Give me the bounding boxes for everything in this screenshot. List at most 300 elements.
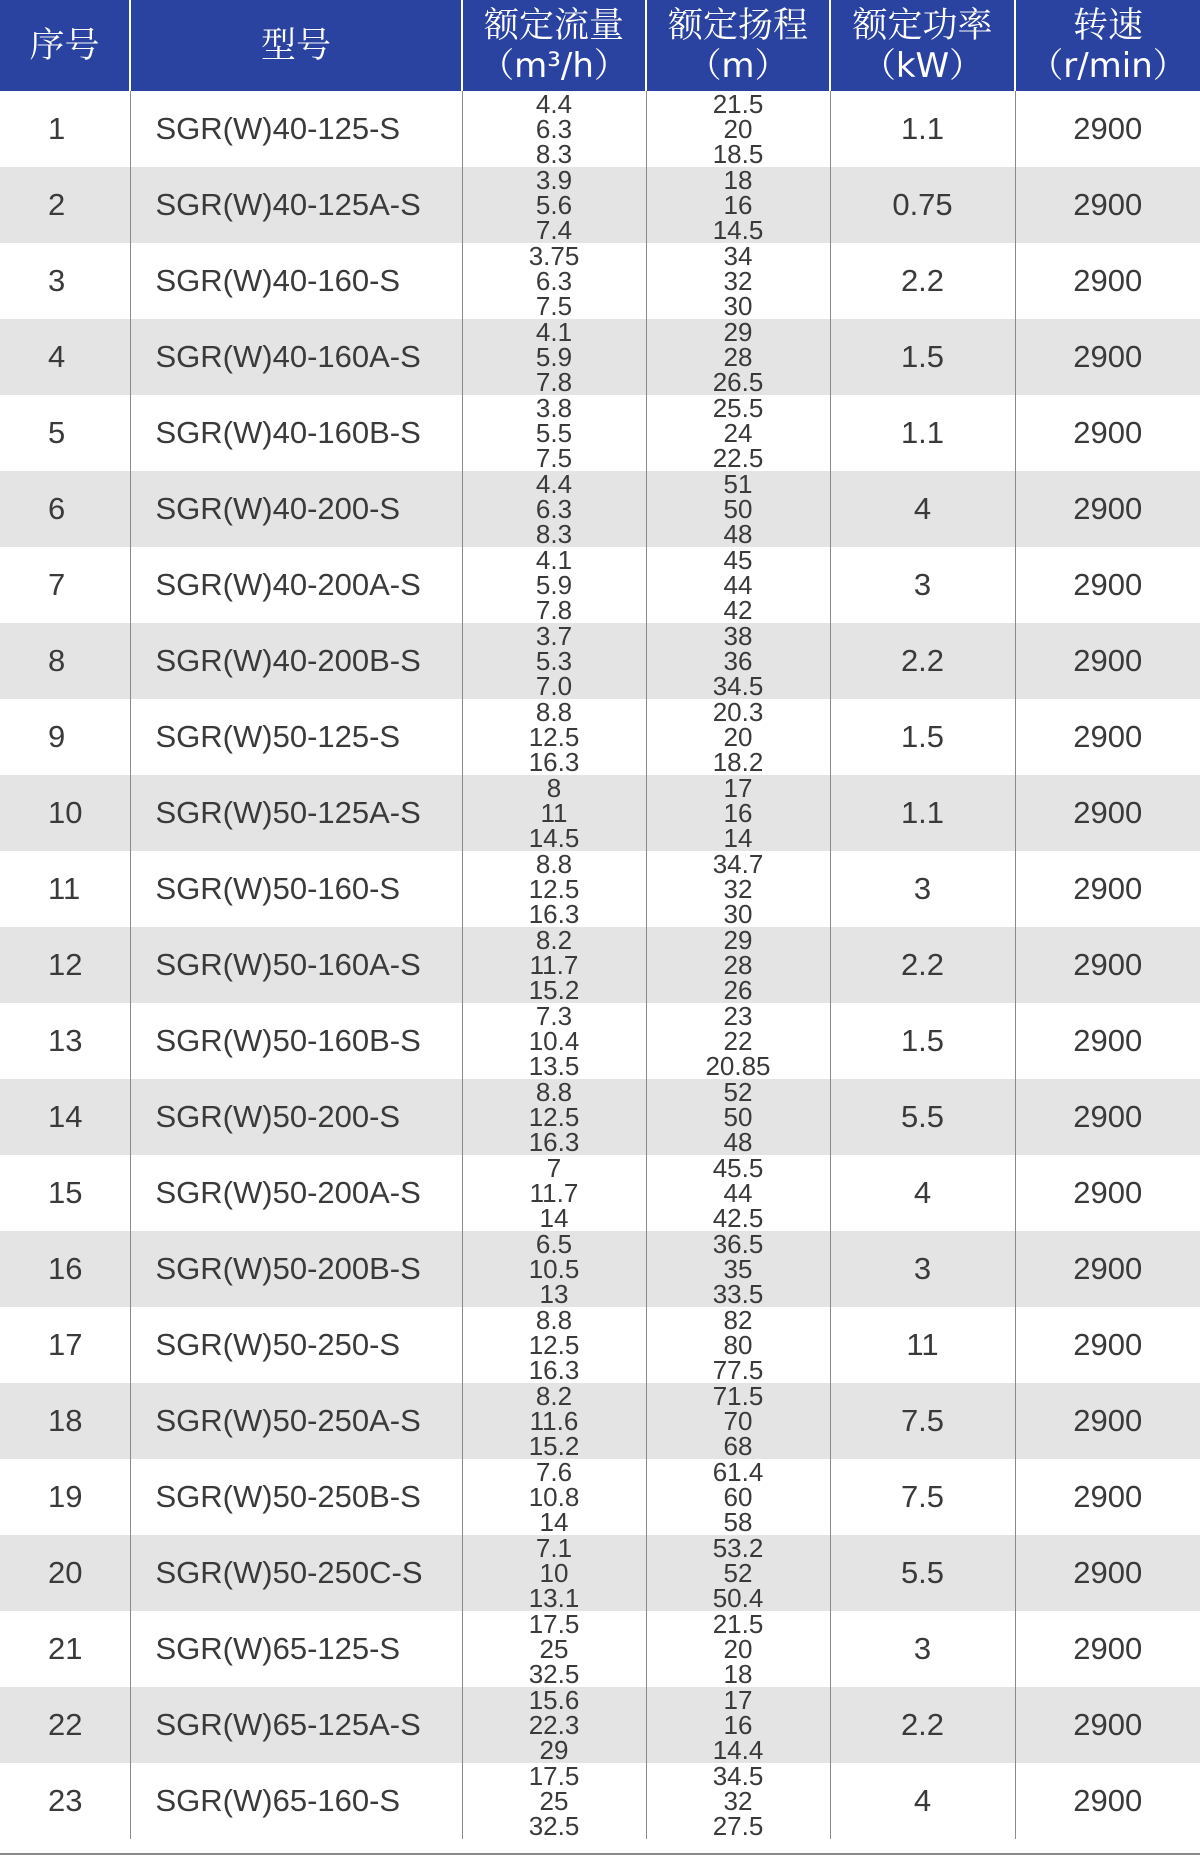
- flow-value: 12.5: [528, 1329, 580, 1360]
- cell-model: SGR(W)50-250-S: [130, 1307, 462, 1383]
- cell-model: SGR(W)50-250C-S: [130, 1535, 462, 1611]
- head-value: 26: [723, 974, 753, 1003]
- flow-value: 5.3: [535, 645, 573, 676]
- cell-speed: 2900: [1015, 1687, 1200, 1763]
- cell-index: 15: [0, 1155, 130, 1231]
- cell-head: [646, 1763, 830, 1839]
- header-speed-unit: （r/min）: [1029, 45, 1187, 86]
- table-row: [0, 395, 1200, 471]
- head-value: 44: [723, 569, 753, 600]
- flow-value: 16.3: [528, 898, 580, 927]
- flow-value: 8.2: [535, 1383, 573, 1411]
- cell-speed: 2900: [1015, 699, 1200, 775]
- cell-head: [646, 1687, 830, 1763]
- head-value: 60: [723, 1481, 753, 1512]
- table-row: [0, 319, 1200, 395]
- cell-index: 6: [0, 471, 130, 547]
- cell-power: 4: [830, 1763, 1015, 1839]
- head-value: 24: [723, 417, 753, 448]
- cell-head: [646, 319, 830, 395]
- flow-value: 7.3: [535, 1003, 573, 1031]
- head-value: 52: [723, 1557, 753, 1588]
- cell-flow: [462, 1535, 646, 1611]
- cell-head: [646, 1383, 830, 1459]
- flow-value: 11.6: [529, 1405, 579, 1436]
- flow-value: 6.3: [535, 265, 573, 296]
- cell-head: [646, 1079, 830, 1155]
- cell-model: SGR(W)50-250B-S: [130, 1459, 462, 1535]
- cell-index: 7: [0, 547, 130, 623]
- flow-value: 13.1: [528, 1582, 580, 1611]
- cell-model: SGR(W)50-250A-S: [130, 1383, 462, 1459]
- cell-model: SGR(W)50-125A-S: [130, 775, 462, 851]
- cell-speed: 2900: [1015, 243, 1200, 319]
- cell-index: 18: [0, 1383, 130, 1459]
- table-row: [0, 471, 1200, 547]
- cell-head: [646, 699, 830, 775]
- cell-speed: 2900: [1015, 1155, 1200, 1231]
- cell-power: 4: [830, 471, 1015, 547]
- flow-value: 15.2: [528, 1430, 580, 1459]
- head-value: 16: [723, 1709, 753, 1740]
- cell-speed: 2900: [1015, 623, 1200, 699]
- flow-value: 7: [546, 1155, 562, 1183]
- table-row: [0, 1155, 1200, 1231]
- head-value: 35: [723, 1253, 753, 1284]
- flow-value: 7.1: [535, 1535, 573, 1563]
- cell-power: 2.2: [830, 927, 1015, 1003]
- cell-flow: [462, 319, 646, 395]
- cell-flow: [462, 1611, 646, 1687]
- flow-value: 15.2: [528, 974, 580, 1003]
- cell-index: 4: [0, 319, 130, 395]
- head-value: 52: [723, 1079, 753, 1107]
- flow-value: 6.3: [535, 493, 573, 524]
- cell-index: 3: [0, 243, 130, 319]
- cell-flow: [462, 1687, 646, 1763]
- flow-value: 12.5: [528, 721, 580, 752]
- flow-value: 29: [539, 1734, 569, 1763]
- cell-head: [646, 1003, 830, 1079]
- cell-index: 13: [0, 1003, 130, 1079]
- cell-index: 14: [0, 1079, 130, 1155]
- head-value: 77.5: [712, 1354, 764, 1383]
- cell-speed: 2900: [1015, 1079, 1200, 1155]
- cell-index: 21: [0, 1611, 130, 1687]
- flow-value: 7.6: [535, 1459, 573, 1487]
- cell-index: 2: [0, 167, 130, 243]
- cell-power: 0.75: [830, 167, 1015, 243]
- table-row: [0, 1231, 1200, 1307]
- cell-speed: 2900: [1015, 471, 1200, 547]
- flow-value: 11.7: [529, 949, 579, 980]
- cell-model: SGR(W)65-160-S: [130, 1763, 462, 1839]
- head-value: 29: [723, 319, 753, 347]
- header-head-unit: （m）: [687, 45, 789, 86]
- header-head-label: 额定扬程: [667, 5, 808, 46]
- head-value: 16: [723, 189, 753, 220]
- cell-power: 5.5: [830, 1079, 1015, 1155]
- head-value: 26.5: [712, 366, 764, 395]
- cell-power: 2.2: [830, 1687, 1015, 1763]
- cell-index: 20: [0, 1535, 130, 1611]
- cell-model: SGR(W)50-200A-S: [130, 1155, 462, 1231]
- cell-index: 19: [0, 1459, 130, 1535]
- flow-value: 4.1: [535, 319, 573, 347]
- cell-power: 4: [830, 1155, 1015, 1231]
- header-index: 序号: [0, 0, 130, 91]
- cell-index: 17: [0, 1307, 130, 1383]
- head-value: 70: [723, 1405, 753, 1436]
- head-value: 14.5: [712, 214, 764, 243]
- flow-value: 13.5: [528, 1050, 580, 1079]
- cell-flow: [462, 395, 646, 471]
- head-value: 32: [723, 1785, 753, 1816]
- head-value: 21.5: [712, 91, 764, 119]
- flow-value: 16.3: [528, 1354, 580, 1383]
- head-value: 20.85: [705, 1050, 771, 1079]
- cell-model: SGR(W)50-160B-S: [130, 1003, 462, 1079]
- cell-head: [646, 851, 830, 927]
- table-row: [0, 1763, 1200, 1839]
- head-value: 50: [723, 1101, 753, 1132]
- cell-model: SGR(W)40-160-S: [130, 243, 462, 319]
- head-value: 30: [723, 898, 753, 927]
- table-header: [0, 0, 1200, 91]
- table-row: [0, 1383, 1200, 1459]
- head-value: 22.5: [712, 442, 764, 471]
- flow-value: 10.5: [528, 1253, 580, 1284]
- head-value: 20: [723, 721, 753, 752]
- head-value: 23: [723, 1003, 753, 1031]
- flow-value: 8.8: [535, 1307, 573, 1335]
- flow-value: 3.75: [528, 243, 580, 271]
- cell-power: 3: [830, 851, 1015, 927]
- header-model: 型号: [130, 0, 462, 91]
- table-row: [0, 167, 1200, 243]
- flow-value: 25: [539, 1633, 569, 1664]
- head-value: 50.4: [712, 1582, 764, 1611]
- cell-power: 2.2: [830, 243, 1015, 319]
- flow-value: 15.6: [528, 1687, 580, 1715]
- flow-value: 7.5: [535, 290, 573, 319]
- cell-flow: [462, 1079, 646, 1155]
- cell-flow: [462, 1155, 646, 1231]
- flow-value: 3.9: [535, 167, 573, 195]
- head-value: 36: [723, 645, 753, 676]
- header-head: [646, 0, 830, 91]
- cell-model: SGR(W)40-125-S: [130, 91, 462, 167]
- flow-value: 8.8: [535, 851, 573, 879]
- cell-flow: [462, 1307, 646, 1383]
- cell-power: 11: [830, 1307, 1015, 1383]
- head-value: 42.5: [712, 1202, 764, 1231]
- cell-flow: [462, 1231, 646, 1307]
- head-value: 50: [723, 493, 753, 524]
- table-row: [0, 851, 1200, 927]
- head-value: 80: [723, 1329, 753, 1360]
- cell-flow: [462, 623, 646, 699]
- flow-value: 4.4: [535, 91, 573, 119]
- flow-value: 6.3: [535, 113, 573, 144]
- flow-value: 8: [546, 775, 562, 803]
- flow-value: 12.5: [528, 873, 580, 904]
- cell-speed: 2900: [1015, 851, 1200, 927]
- cell-power: 7.5: [830, 1383, 1015, 1459]
- head-value: 38: [723, 623, 753, 651]
- head-value: 34.5: [712, 670, 764, 699]
- head-value: 16: [723, 797, 753, 828]
- flow-value: 17.5: [528, 1611, 580, 1639]
- flow-value: 16.3: [528, 1126, 580, 1155]
- flow-value: 14.5: [528, 822, 580, 851]
- cell-speed: 2900: [1015, 1307, 1200, 1383]
- head-value: 14: [723, 822, 753, 851]
- cell-index: 22: [0, 1687, 130, 1763]
- cell-head: [646, 547, 830, 623]
- flow-value: 11: [540, 797, 568, 828]
- table-row: [0, 1611, 1200, 1687]
- cell-head: [646, 395, 830, 471]
- table-row: [0, 1003, 1200, 1079]
- head-value: 61.4: [712, 1459, 764, 1487]
- head-value: 18: [723, 167, 753, 195]
- cell-speed: 2900: [1015, 1383, 1200, 1459]
- cell-index: 5: [0, 395, 130, 471]
- head-value: 14.4: [712, 1734, 764, 1763]
- head-value: 36.5: [712, 1231, 764, 1259]
- head-value: 82: [723, 1307, 753, 1335]
- flow-value: 5.9: [535, 569, 573, 600]
- cell-flow: [462, 167, 646, 243]
- cell-flow: [462, 1459, 646, 1535]
- cell-head: [646, 775, 830, 851]
- header-row: [0, 0, 1200, 91]
- head-value: 48: [723, 518, 753, 547]
- header-power-unit: （kW）: [861, 45, 984, 86]
- flow-value: 4.4: [535, 471, 573, 499]
- cell-head: [646, 167, 830, 243]
- flow-value: 22.3: [528, 1709, 580, 1740]
- table-row: [0, 1307, 1200, 1383]
- head-value: 68: [723, 1430, 753, 1459]
- cell-model: SGR(W)40-200B-S: [130, 623, 462, 699]
- head-value: 34: [723, 243, 753, 271]
- head-value: 45: [723, 547, 753, 575]
- flow-value: 32.5: [528, 1810, 580, 1839]
- cell-head: [646, 927, 830, 1003]
- flow-value: 17.5: [528, 1763, 580, 1791]
- cell-model: SGR(W)40-125A-S: [130, 167, 462, 243]
- cell-head: [646, 91, 830, 167]
- cell-model: SGR(W)50-200B-S: [130, 1231, 462, 1307]
- cell-flow: [462, 471, 646, 547]
- cell-flow: [462, 699, 646, 775]
- cell-speed: 2900: [1015, 1535, 1200, 1611]
- cell-flow: [462, 1383, 646, 1459]
- cell-index: 11: [0, 851, 130, 927]
- cell-model: SGR(W)50-160-S: [130, 851, 462, 927]
- table-body: [0, 91, 1200, 1839]
- cell-model: SGR(W)40-160B-S: [130, 395, 462, 471]
- head-value: 44: [723, 1177, 753, 1208]
- head-value: 18.5: [712, 138, 764, 167]
- header-flow-unit: （m³/h）: [480, 45, 628, 86]
- table-row: [0, 1079, 1200, 1155]
- header-speed-label: 转速: [1072, 5, 1143, 46]
- cell-head: [646, 1459, 830, 1535]
- flow-value: 10.4: [528, 1025, 580, 1056]
- header-power: [830, 0, 1015, 91]
- cell-head: [646, 1611, 830, 1687]
- cell-model: SGR(W)40-200A-S: [130, 547, 462, 623]
- cell-model: SGR(W)50-200-S: [130, 1079, 462, 1155]
- flow-value: 7.5: [535, 442, 573, 471]
- flow-value: 12.5: [528, 1101, 580, 1132]
- head-value: 30: [723, 290, 753, 319]
- cell-speed: 2900: [1015, 167, 1200, 243]
- head-value: 51: [723, 471, 753, 499]
- flow-value: 8.2: [535, 927, 573, 955]
- cell-speed: 2900: [1015, 395, 1200, 471]
- table-row: [0, 775, 1200, 851]
- flow-value: 13: [539, 1278, 569, 1307]
- head-value: 25.5: [712, 395, 764, 423]
- cell-index: 10: [0, 775, 130, 851]
- cell-flow: [462, 1003, 646, 1079]
- flow-value: 3.8: [535, 395, 573, 423]
- cell-speed: 2900: [1015, 1611, 1200, 1687]
- cell-power: 1.5: [830, 1003, 1015, 1079]
- table-row: [0, 547, 1200, 623]
- head-value: 34.7: [712, 851, 764, 879]
- head-value: 48: [723, 1126, 753, 1155]
- cell-model: SGR(W)50-160A-S: [130, 927, 462, 1003]
- flow-value: 5.5: [535, 417, 573, 448]
- head-value: 32: [723, 265, 753, 296]
- table-row: [0, 623, 1200, 699]
- cell-head: [646, 1155, 830, 1231]
- flow-value: 8.8: [535, 1079, 573, 1107]
- cell-model: SGR(W)65-125A-S: [130, 1687, 462, 1763]
- head-value: 29: [723, 927, 753, 955]
- cell-speed: 2900: [1015, 1459, 1200, 1535]
- cell-flow: [462, 927, 646, 1003]
- head-value: 58: [723, 1506, 753, 1535]
- flow-value: 7.8: [535, 594, 573, 623]
- header-flow-label: 额定流量: [483, 5, 624, 46]
- table-row: [0, 699, 1200, 775]
- cell-head: [646, 243, 830, 319]
- head-value: 17: [723, 1687, 753, 1715]
- head-value: 18: [723, 1658, 753, 1687]
- head-value: 18.2: [712, 746, 764, 775]
- cell-power: 7.5: [830, 1459, 1015, 1535]
- cell-speed: 2900: [1015, 1231, 1200, 1307]
- head-value: 20: [723, 113, 753, 144]
- cell-head: [646, 471, 830, 547]
- flow-value: 8.3: [535, 518, 573, 547]
- cell-head: [646, 623, 830, 699]
- head-value: 33.5: [712, 1278, 764, 1307]
- cell-power: 1.1: [830, 395, 1015, 471]
- head-value: 17: [723, 775, 753, 803]
- table-row: [0, 1687, 1200, 1763]
- head-value: 34.5: [712, 1763, 764, 1791]
- head-value: 28: [723, 949, 753, 980]
- cell-power: 1.1: [830, 91, 1015, 167]
- cell-model: SGR(W)50-125-S: [130, 699, 462, 775]
- header-speed: [1015, 0, 1200, 91]
- cell-speed: 2900: [1015, 547, 1200, 623]
- flow-value: 7.0: [535, 670, 573, 699]
- flow-value: 32.5: [528, 1658, 580, 1687]
- cell-power: 5.5: [830, 1535, 1015, 1611]
- head-value: 21.5: [712, 1611, 764, 1639]
- cell-index: 9: [0, 699, 130, 775]
- cell-power: 1.5: [830, 319, 1015, 395]
- flow-value: 16.3: [528, 746, 580, 775]
- cell-power: 2.2: [830, 623, 1015, 699]
- cell-index: 23: [0, 1763, 130, 1839]
- table-row: [0, 91, 1200, 167]
- cell-flow: [462, 1763, 646, 1839]
- cell-speed: 2900: [1015, 1003, 1200, 1079]
- flow-value: 14: [539, 1506, 569, 1535]
- cell-speed: 2900: [1015, 1763, 1200, 1839]
- cell-flow: [462, 775, 646, 851]
- flow-value: 14: [539, 1202, 569, 1231]
- cell-power: 1.5: [830, 699, 1015, 775]
- cell-model: SGR(W)40-160A-S: [130, 319, 462, 395]
- table-row: [0, 243, 1200, 319]
- cell-speed: 2900: [1015, 319, 1200, 395]
- table-row: [0, 927, 1200, 1003]
- flow-value: 5.9: [535, 341, 573, 372]
- cell-head: [646, 1307, 830, 1383]
- cell-flow: [462, 243, 646, 319]
- table-row: [0, 1535, 1200, 1611]
- cell-index: 8: [0, 623, 130, 699]
- flow-value: 11.7: [529, 1177, 579, 1208]
- cell-flow: [462, 91, 646, 167]
- table-row: [0, 1459, 1200, 1535]
- cell-flow: [462, 851, 646, 927]
- head-value: 28: [723, 341, 753, 372]
- cell-model: SGR(W)65-125-S: [130, 1611, 462, 1687]
- cell-index: 1: [0, 91, 130, 167]
- cell-head: [646, 1231, 830, 1307]
- flow-value: 5.6: [535, 189, 573, 220]
- cell-model: SGR(W)40-200-S: [130, 471, 462, 547]
- flow-value: 7.8: [535, 366, 573, 395]
- flow-value: 8.3: [535, 138, 573, 167]
- flow-value: 8.8: [535, 699, 573, 727]
- head-value: 32: [723, 873, 753, 904]
- head-value: 71.5: [712, 1383, 764, 1411]
- flow-value: 4.1: [535, 547, 573, 575]
- flow-value: 25: [539, 1785, 569, 1816]
- cell-speed: 2900: [1015, 927, 1200, 1003]
- head-value: 20: [723, 1633, 753, 1664]
- header-power-label: 额定功率: [852, 5, 993, 46]
- cell-power: 1.1: [830, 775, 1015, 851]
- head-value: 53.2: [712, 1535, 764, 1563]
- cell-index: 16: [0, 1231, 130, 1307]
- head-value: 20.3: [712, 699, 764, 727]
- cell-speed: 2900: [1015, 775, 1200, 851]
- head-value: 27.5: [712, 1810, 764, 1839]
